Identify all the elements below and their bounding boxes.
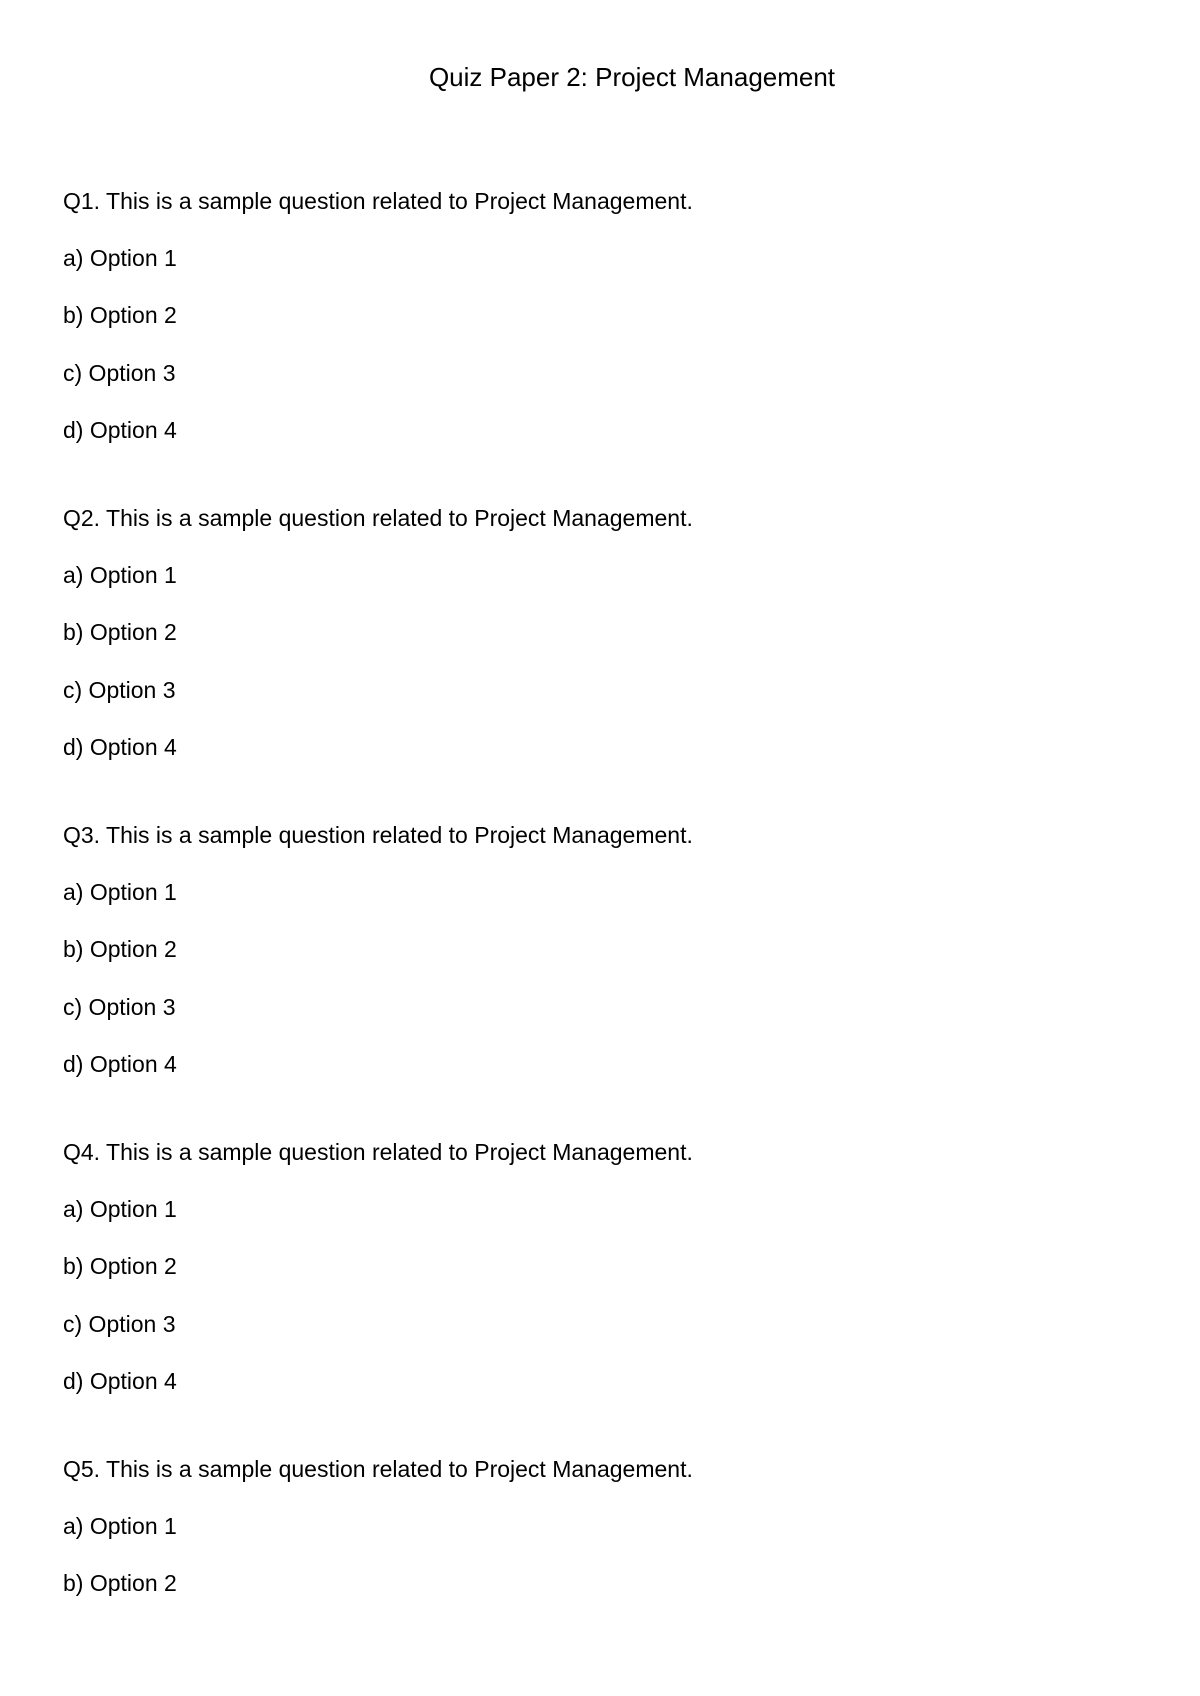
answer-option: b) Option 2 (63, 302, 177, 328)
answer-option: a) Option 1 (63, 1196, 177, 1222)
page-title: Quiz Paper 2: Project Management (428, 62, 836, 92)
answer-option: d) Option 4 (63, 1051, 177, 1077)
answer-option: d) Option 4 (63, 734, 177, 760)
answer-option: c) Option 3 (63, 360, 176, 386)
answer-option: c) Option 3 (63, 677, 176, 703)
answer-option: c) Option 3 (63, 1311, 176, 1337)
answer-option: b) Option 2 (63, 1570, 177, 1596)
answer-option: a) Option 1 (63, 879, 177, 905)
answer-option: d) Option 4 (63, 1368, 177, 1394)
answer-option: b) Option 2 (63, 1253, 177, 1279)
question-text: Q5. This is a sample question related to Project Management. (63, 1456, 693, 1482)
answer-option: a) Option 1 (63, 1513, 177, 1539)
question-text: Q1. This is a sample question related to Project Management. (63, 188, 693, 214)
answer-option: d) Option 4 (63, 417, 177, 443)
answer-option: a) Option 1 (63, 245, 177, 271)
question-text: Q3. This is a sample question related to Project Management. (63, 822, 693, 848)
answer-option: b) Option 2 (63, 936, 177, 962)
question-text: Q4. This is a sample question related to Project Management. (63, 1139, 693, 1165)
answer-option: a) Option 1 (63, 562, 177, 588)
question-text: Q2. This is a sample question related to Project Management. (63, 505, 693, 531)
answer-option: b) Option 2 (63, 619, 177, 645)
answer-option: c) Option 3 (63, 994, 176, 1020)
